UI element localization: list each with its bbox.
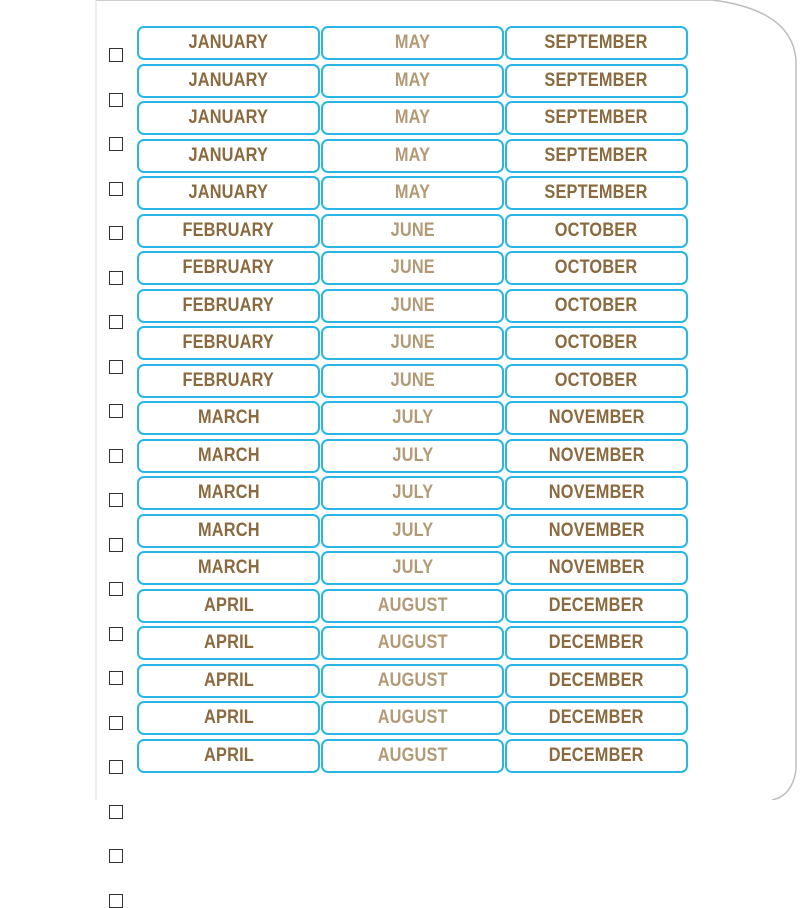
label-row: [0, 514, 800, 548]
month-label[interactable]: [505, 664, 688, 698]
label-row: [0, 251, 800, 285]
month-label[interactable]: [505, 739, 688, 773]
month-label-text: JANUARY: [188, 144, 269, 166]
month-label-text: SEPTEMBER: [544, 32, 649, 53]
month-label-text: AUGUST: [377, 632, 448, 653]
month-label-text: JUNE: [390, 332, 435, 353]
month-label[interactable]: [137, 64, 320, 98]
month-label[interactable]: [137, 214, 320, 248]
month-label[interactable]: [321, 551, 504, 585]
month-label[interactable]: [321, 101, 504, 135]
month-label[interactable]: [505, 701, 688, 735]
month-label[interactable]: [137, 26, 320, 60]
month-label[interactable]: [505, 139, 688, 173]
row-checkbox[interactable]: [109, 48, 123, 62]
month-label[interactable]: [505, 289, 688, 323]
month-label-text: OCTOBER: [555, 369, 638, 391]
month-label[interactable]: [137, 514, 320, 548]
month-label-text: JANUARY: [188, 182, 269, 203]
month-label[interactable]: [321, 664, 504, 698]
month-label-text: NOVEMBER: [548, 444, 645, 466]
month-label[interactable]: [137, 364, 320, 398]
label-row: [0, 176, 800, 210]
month-label[interactable]: [137, 251, 320, 285]
month-label[interactable]: [505, 26, 688, 60]
month-label-text: OCTOBER: [555, 219, 638, 241]
month-label-text: JUNE: [390, 219, 435, 241]
month-label-text: FEBRUARY: [182, 257, 275, 278]
month-label-text: APRIL: [203, 744, 254, 766]
month-label[interactable]: [505, 514, 688, 548]
month-label-text: DECEMBER: [549, 707, 644, 728]
month-label-text: JANUARY: [188, 107, 269, 128]
month-label-text: AUGUST: [377, 744, 448, 766]
month-label[interactable]: [321, 476, 504, 510]
month-label[interactable]: [321, 326, 504, 360]
label-row: [0, 289, 800, 323]
month-label-text: JULY: [392, 482, 433, 503]
month-label-text: JULY: [392, 407, 433, 428]
month-label-text: APRIL: [203, 594, 254, 616]
month-label-text: APRIL: [203, 707, 254, 728]
month-label-text: MAY: [394, 182, 431, 203]
label-row: [0, 214, 800, 248]
month-label[interactable]: [321, 26, 504, 60]
label-row: [0, 401, 800, 435]
month-label-text: OCTOBER: [555, 294, 638, 316]
month-label[interactable]: [321, 514, 504, 548]
label-row: [0, 64, 800, 98]
month-label-text: NOVEMBER: [548, 519, 645, 541]
month-label[interactable]: [505, 101, 688, 135]
month-label[interactable]: [321, 139, 504, 173]
month-label[interactable]: [321, 439, 504, 473]
month-label[interactable]: [137, 176, 320, 210]
row-checkbox[interactable]: [109, 894, 123, 908]
month-label[interactable]: [321, 701, 504, 735]
month-label-text: FEBRUARY: [182, 332, 275, 353]
label-row: [0, 551, 800, 585]
month-label[interactable]: [137, 326, 320, 360]
month-label-text: MARCH: [197, 407, 260, 428]
month-label-text: DECEMBER: [549, 744, 644, 766]
month-label[interactable]: [321, 739, 504, 773]
month-label[interactable]: [137, 551, 320, 585]
month-label[interactable]: [321, 364, 504, 398]
month-label[interactable]: [137, 739, 320, 773]
month-label[interactable]: [505, 214, 688, 248]
month-label-text: NOVEMBER: [548, 557, 645, 578]
month-label[interactable]: [505, 401, 688, 435]
month-label[interactable]: [505, 476, 688, 510]
month-label[interactable]: [137, 439, 320, 473]
month-label-text: MAY: [394, 144, 431, 166]
month-label[interactable]: [505, 551, 688, 585]
label-row: [0, 476, 800, 510]
month-label-text: JANUARY: [188, 32, 269, 53]
month-label-text: MAY: [394, 107, 431, 128]
month-label-text: MARCH: [197, 557, 260, 578]
label-row: [0, 101, 800, 135]
label-row: [0, 589, 800, 623]
row-checkbox[interactable]: [109, 849, 123, 863]
month-label[interactable]: [321, 626, 504, 660]
label-row: [0, 139, 800, 173]
month-label[interactable]: [321, 176, 504, 210]
month-label[interactable]: [137, 139, 320, 173]
month-label-text: FEBRUARY: [182, 369, 275, 391]
month-label-text: MAY: [394, 32, 431, 53]
month-label[interactable]: [321, 401, 504, 435]
month-label-text: SEPTEMBER: [544, 69, 649, 91]
month-label-text: OCTOBER: [555, 332, 638, 353]
month-label[interactable]: [137, 401, 320, 435]
month-label[interactable]: [137, 626, 320, 660]
month-label[interactable]: [137, 476, 320, 510]
month-label-text: NOVEMBER: [548, 407, 645, 428]
label-row: [0, 364, 800, 398]
month-label[interactable]: [321, 251, 504, 285]
label-row: [0, 739, 800, 773]
month-label[interactable]: [505, 439, 688, 473]
month-label-text: JUNE: [390, 369, 435, 391]
month-label-text: JULY: [392, 444, 433, 466]
month-label[interactable]: [321, 289, 504, 323]
month-label-text: APRIL: [203, 669, 254, 691]
month-label-text: OCTOBER: [555, 257, 638, 278]
month-label-text: SEPTEMBER: [544, 182, 649, 203]
month-label[interactable]: [505, 364, 688, 398]
month-label-text: MARCH: [197, 519, 260, 541]
month-label-text: DECEMBER: [549, 632, 644, 653]
month-label-text: SEPTEMBER: [544, 144, 649, 166]
month-label-text: MARCH: [197, 444, 260, 466]
label-row: [0, 664, 800, 698]
month-label[interactable]: [505, 589, 688, 623]
label-row: [0, 439, 800, 473]
row-checkbox[interactable]: [109, 805, 123, 819]
month-label-text: JULY: [392, 519, 433, 541]
month-label-text: JUNE: [390, 257, 435, 278]
month-label[interactable]: [137, 701, 320, 735]
month-label-text: DECEMBER: [549, 669, 644, 691]
month-label-text: MAY: [394, 69, 431, 91]
month-label-text: FEBRUARY: [182, 219, 275, 241]
month-label-text: JULY: [392, 557, 433, 578]
month-label-text: NOVEMBER: [548, 482, 645, 503]
month-label[interactable]: [505, 176, 688, 210]
label-row: [0, 701, 800, 735]
month-label-text: JANUARY: [188, 69, 269, 91]
month-label[interactable]: [505, 64, 688, 98]
label-row: [0, 626, 800, 660]
month-label[interactable]: [321, 214, 504, 248]
month-label-text: AUGUST: [377, 669, 448, 691]
month-label-text: APRIL: [203, 632, 254, 653]
month-label[interactable]: [137, 589, 320, 623]
month-label[interactable]: [137, 289, 320, 323]
month-label[interactable]: [321, 64, 504, 98]
month-label-text: DECEMBER: [549, 594, 644, 616]
month-label[interactable]: [137, 101, 320, 135]
month-label[interactable]: [505, 626, 688, 660]
month-label[interactable]: [505, 251, 688, 285]
month-label[interactable]: [505, 326, 688, 360]
month-label[interactable]: [137, 664, 320, 698]
month-label[interactable]: [321, 589, 504, 623]
label-row: [0, 326, 800, 360]
label-row: [0, 26, 800, 60]
month-label-text: JUNE: [390, 294, 435, 316]
month-label-text: AUGUST: [377, 707, 448, 728]
month-label-text: SEPTEMBER: [544, 107, 649, 128]
month-label-text: AUGUST: [377, 594, 448, 616]
month-label-text: MARCH: [197, 482, 260, 503]
month-label-text: FEBRUARY: [182, 294, 275, 316]
